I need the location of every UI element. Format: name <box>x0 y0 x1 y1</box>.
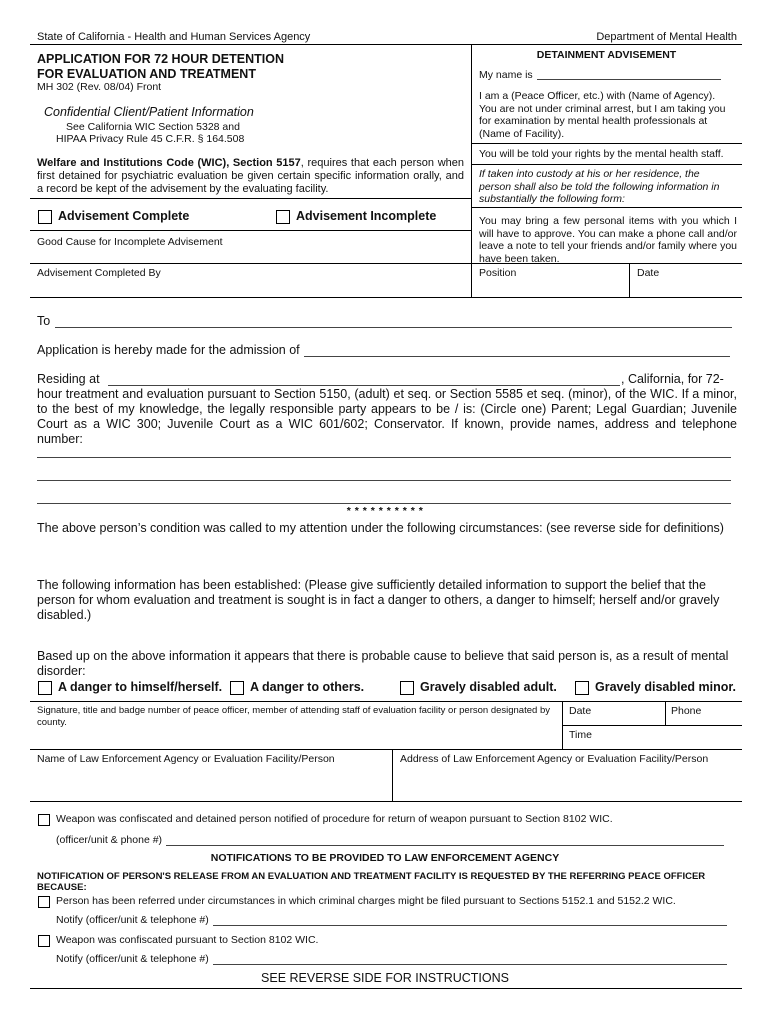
gravely-disabled-adult-label: Gravely disabled adult. <box>420 680 557 694</box>
gravely-disabled-minor-checkbox[interactable] <box>575 681 589 695</box>
notify-field-1[interactable] <box>213 925 727 926</box>
admission-label: Application is hereby made for the admission of <box>37 343 300 357</box>
danger-others-checkbox[interactable] <box>230 681 244 695</box>
my-name-label: My name is <box>479 69 533 81</box>
column-divider <box>392 749 393 801</box>
rule <box>30 198 471 199</box>
agency-name-field[interactable] <box>36 768 386 796</box>
residing-tail: , California, for 72- <box>621 372 724 386</box>
criminal-charges-checkbox[interactable] <box>38 896 50 908</box>
completed-by-label: Advisement Completed By <box>37 267 161 279</box>
sig-time-label: Time <box>569 729 592 741</box>
hipaa-reference: HIPAA Privacy Rule 45 C.F.R. § 164.508 <box>56 133 245 145</box>
rule <box>471 143 742 144</box>
weapon-detained-label: Weapon was confiscated and detained person notified of procedure for return of weapon pursuant to Section 8102 WIC. <box>56 813 613 825</box>
wic-5157-text: Welfare and Institutions Code (WIC), Section 5157, requires that each person when first detained for psychiatric evaluation be given certain specific information orally, and a record be kept of the advisement by the evaluating facility. <box>37 157 464 195</box>
agency-address-label: Address of Law Enforcement Agency or Evaluation Facility/Person <box>400 753 709 765</box>
weapon-officer-label: (officer/unit & phone #) <box>56 834 163 846</box>
residing-label: Residing at <box>37 372 100 386</box>
rule <box>30 801 742 802</box>
circumstances-text: The above person’s condition was called to my attention under the following circumstances: (see reverse side for definitions) <box>37 521 724 535</box>
notify-label-2: Notify (officer/unit & telephone #) <box>56 953 209 965</box>
advisement-incomplete-label: Advisement Incomplete <box>296 209 437 223</box>
gravely-disabled-adult-checkbox[interactable] <box>400 681 414 695</box>
good-cause-label: Good Cause for Incomplete Advisement <box>37 236 223 248</box>
gravely-disabled-minor-label: Gravely disabled minor. <box>595 680 737 694</box>
established-text: The following information has been established: (Please give sufficiently detailed information to support the belief that the person for whom evaluation and treatment is sought is in fact a danger to others, a danger to himself; herself and/or gravely disabled.) <box>37 578 720 622</box>
advisement-complete-checkbox[interactable] <box>38 210 52 224</box>
rule <box>30 749 742 750</box>
confidential-notice: Confidential Client/Patient Information <box>44 105 254 119</box>
agency-name: State of California - Health and Human Services Agency <box>37 31 311 43</box>
detainment-para3: If taken into custody at his or her residence, the person shall also be told the following information in substantially the following form: <box>479 168 720 205</box>
detainment-para2: You will be told your rights by the mental health staff. <box>479 148 724 160</box>
my-name-field[interactable] <box>537 79 721 80</box>
notify-label-1: Notify (officer/unit & telephone #) <box>56 914 209 926</box>
signature-field[interactable] <box>36 730 556 748</box>
danger-others-label: A danger to others. <box>250 680 365 694</box>
advisement-incomplete-checkbox[interactable] <box>276 210 290 224</box>
rule <box>30 988 742 989</box>
danger-self-checkbox[interactable] <box>38 681 52 695</box>
rule <box>30 230 471 231</box>
detainment-title: DETAINMENT ADVISEMENT <box>536 49 677 61</box>
responsible-party-line-3[interactable] <box>37 503 731 504</box>
responsible-party-line-1[interactable] <box>37 457 731 458</box>
detainment-para1: I am a (Peace Officer, etc.) with (Name of Agency). You are not under criminal arrest, but I am taking you for examination by mental health professionals at (Name of Facility). <box>479 90 726 140</box>
rule <box>471 207 742 208</box>
column-divider <box>471 44 472 297</box>
sig-date-label: Date <box>569 705 592 717</box>
rule <box>562 725 742 726</box>
rule <box>30 701 742 702</box>
detainment-para4: You may bring a few personal items with you which I will have to approve. You can make a phone call and/or leave a note to tell your friends and/or family where you have been taken. <box>479 215 737 265</box>
established-field[interactable] <box>37 610 737 646</box>
agency-address-field[interactable] <box>399 768 737 796</box>
responsible-party-text: hour treatment and evaluation pursuant to Section 5150, (adult) et seq. or Section 5585 et seq. (minor), of the WIC. If a minor, to the best of my knowledge, the legally responsible party appears to be / is: (Circle one) Parent; Legal Guardian; Juvenile Court as a WIC 300; Juvenile Court as a WIC 601/602; Conservator. If known, provide names, address and telephone number: <box>37 387 737 446</box>
rule <box>30 297 742 298</box>
agency-name-label: Name of Law Enforcement Agency or Evaluation Facility/Person <box>37 753 335 765</box>
good-cause-field[interactable] <box>36 249 466 262</box>
residing-field[interactable] <box>108 385 620 386</box>
reverse-side-note: SEE REVERSE SIDE FOR INSTRUCTIONS <box>261 971 509 985</box>
criminal-charges-label: Person has been referred under circumstances in which criminal charges might be filed pursuant to Sections 5152.1 and 5152.2 WIC. <box>56 895 676 907</box>
weapon-8102-label: Weapon was confiscated pursuant to Section 8102 WIC. <box>56 934 319 946</box>
rule <box>471 164 742 165</box>
sig-phone-label: Phone <box>671 705 702 717</box>
header-rule <box>30 44 742 45</box>
form-title: APPLICATION FOR 72 HOUR DETENTION FOR EVALUATION AND TREATMENT <box>37 52 285 81</box>
responsible-party-line-2[interactable] <box>37 480 731 481</box>
admission-field[interactable] <box>304 356 730 357</box>
column-divider <box>629 263 630 297</box>
column-divider <box>665 701 666 725</box>
to-label: To <box>37 314 51 328</box>
form-number: MH 302 (Rev. 08/04) Front <box>37 81 162 93</box>
weapon-officer-field[interactable] <box>166 845 724 846</box>
to-field[interactable] <box>55 327 732 328</box>
advisement-complete-label: Advisement Complete <box>58 209 190 223</box>
department-name: Department of Mental Health <box>596 31 737 43</box>
wic-reference: See California WIC Section 5328 and <box>66 121 240 133</box>
circumstances-field[interactable] <box>37 538 737 574</box>
notify-field-2[interactable] <box>213 964 727 965</box>
notifications-title: NOTIFICATIONS TO BE PROVIDED TO LAW ENFORCEMENT AGENCY <box>210 852 560 864</box>
weapon-detained-checkbox[interactable] <box>38 814 50 826</box>
signature-label: Signature, title and badge number of peace officer, member of attending staff of evaluation facility or person designated by county. <box>37 705 550 728</box>
section-separator: * * * * * * * * * * <box>346 505 424 517</box>
position-label: Position <box>479 267 517 279</box>
release-notice: NOTIFICATION OF PERSON'S RELEASE FROM AN EVALUATION AND TREATMENT FACILITY IS REQUESTED BY THE REFERRING PEACE OFFICER BECAUSE: <box>37 871 706 893</box>
probable-cause-text: Based up on the above information it appears that there is probable cause to believe that said person is, as a result of mental disorder: <box>37 649 729 678</box>
weapon-8102-checkbox[interactable] <box>38 935 50 947</box>
danger-self-label: A danger to himself/herself. <box>58 680 223 694</box>
date-label: Date <box>637 267 660 279</box>
